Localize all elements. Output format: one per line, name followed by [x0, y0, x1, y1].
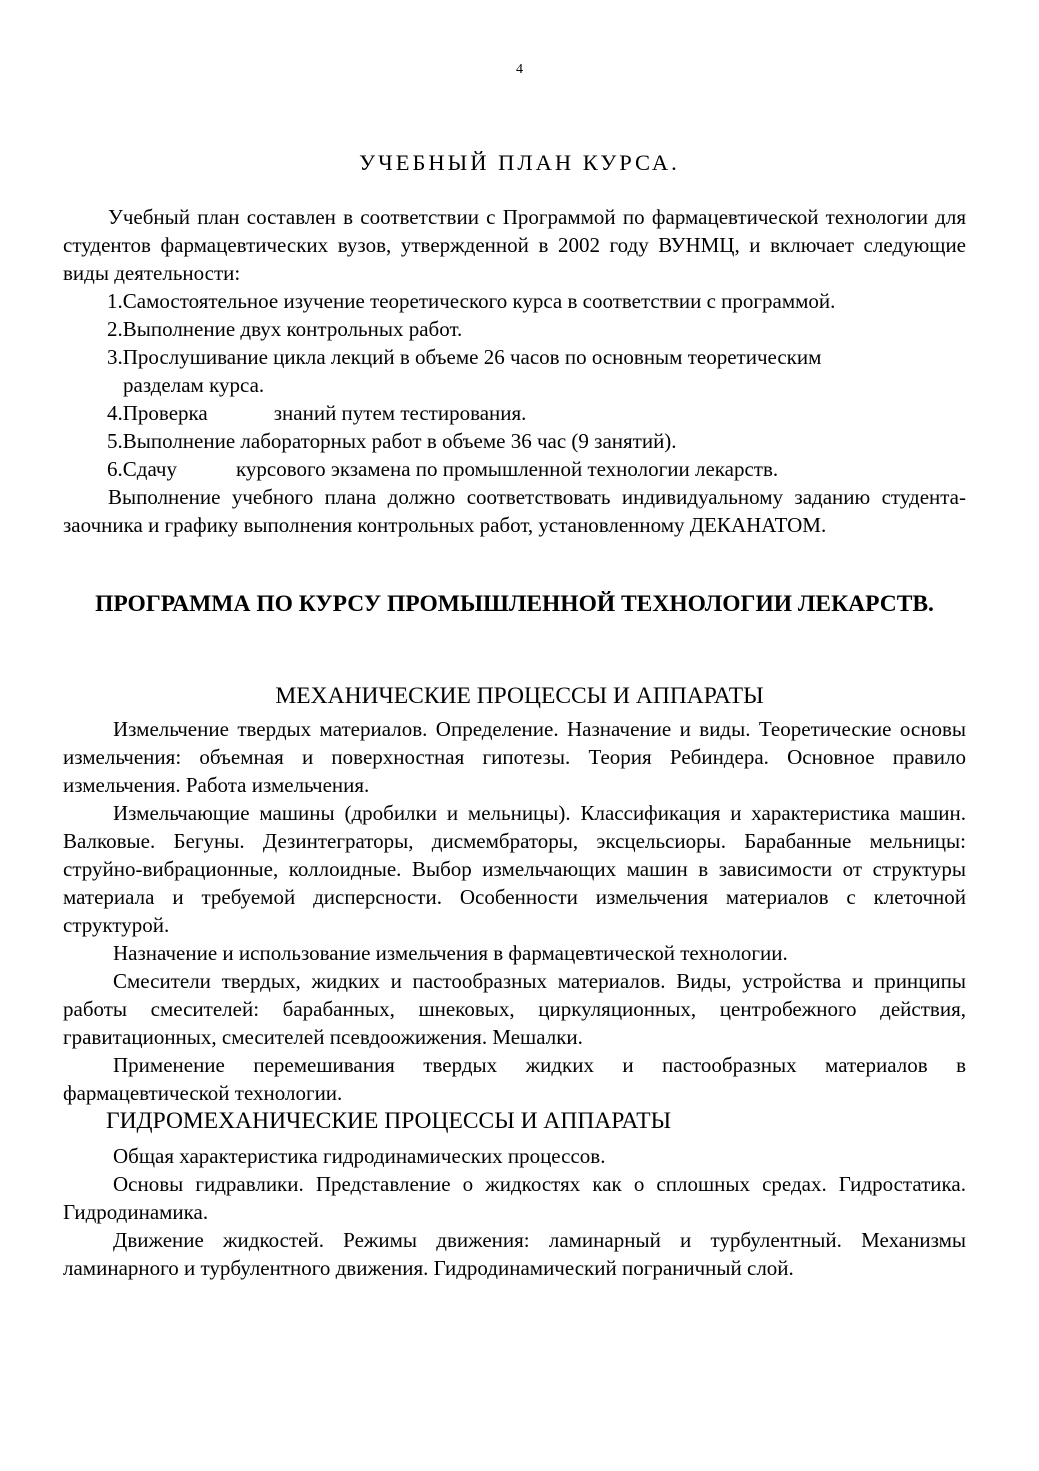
paragraph-mixers: Смесители твердых, жидких и пастообразных материалов. Виды, устройства и принципы работы смесителей: барабанных, шнековых, циркуляционных, центробежного действия, гравитационных, смесителей псевдоожижения. Мешалки. [63, 969, 966, 1049]
paragraph-grinding: Измельчение твердых материалов. Определение. Назначение и виды. Теоретические основы измельчения: объемная и поверхностная гипотезы. Теория Ребиндера. Основное правило измельчения. Работа измельчения. [63, 717, 966, 797]
plan-item-2: 2.Выполнение двух контрольных работ. [107, 317, 463, 341]
section-heading-mechanical: МЕХАНИЧЕСКИЕ ПРОЦЕССЫ И АППАРАТЫ [275, 683, 764, 709]
paragraph-fluid-motion: Движение жидкостей. Режимы движения: ламинарный и турбулентный. Механизмы ламинарного и турбулентного движения. Гидродинамический пограничный слой. [63, 1228, 966, 1280]
study-plan-body [63, 203, 966, 539]
paragraph-grinding-machines: Измельчающие машины (дробилки и мельницы). Классификация и характеристика машин. Валковые. Бегуны. Дезинтеграторы, дисмембраторы, эксцельсиоры. Барабанные мельницы: струйно-вибрационные, коллоидные. Выбор измельчающих машин в зависимости от структуры материала и требуемой дисперсности. Особенности измельчения материалов с клеточной структурой. [63, 801, 966, 937]
section-heading-hydromechanical: ГИДРОМЕХАНИЧЕСКИЕ ПРОЦЕССЫ И АППАРАТЫ [106, 1108, 672, 1134]
paragraph-hydraulics: Основы гидравлики. Представление о жидкостях как о сплошных средах. Гидростатика. Гидродинамика. [63, 1172, 966, 1224]
plan-item-3-continuation: разделам курса. [123, 373, 265, 397]
study-plan-title: УЧЕБНЫЙ ПЛАН КУРСА. [359, 150, 680, 175]
plan-item-4-label: 4.Проверка [107, 401, 208, 425]
plan-item-3: 3.Прослушивание цикла лекций в объеме 26 часов по основным теоретическим [107, 345, 822, 369]
paragraph-mixing-use: Применение перемешивания твердых жидких и пастообразных материалов в фармацевтической технологии. [63, 1053, 966, 1105]
plan-item-4 [63, 399, 966, 427]
study-plan-intro: Учебный план составлен в соответствии с Программой по фармацевтической технологии для студентов фармацевтических вузов, утвержденной в 2002 году ВУНМЦ, и включает следующие виды деятельности: [63, 205, 966, 285]
study-plan-closing: Выполнение учебного плана должно соответствовать индивидуальному заданию студента-заочника и графику выполнения контрольных работ, установленному ДЕКАНАТОМ. [63, 485, 966, 537]
paragraph-grinding-use: Назначение и использование измельчения в фармацевтической технологии. [113, 941, 788, 965]
plan-item-6 [63, 455, 966, 483]
plan-item-4-text: знаний путем тестирования. [273, 401, 527, 425]
plan-item-6-text: курсового экзамена по промышленной технологии лекарств. [235, 457, 779, 481]
program-title: ПРОГРАММА ПО КУРСУ ПРОМЫШЛЕННОЙ ТЕХНОЛОГИИ ЛЕКАРСТВ. [95, 591, 934, 617]
paragraph-hydrodynamics-overview: Общая характеристика гидродинамических процессов. [113, 1144, 606, 1168]
section-hydromechanical-body [63, 1142, 966, 1282]
plan-item-1: 1.Самостоятельное изучение теоретического курса в соответствии с программой. [107, 289, 836, 313]
plan-item-6-label: 6.Сдачу [107, 457, 177, 481]
plan-item-5: 5.Выполнение лабораторных работ в объеме 36 час (9 занятий). [107, 429, 677, 453]
page-number: 4 [516, 62, 523, 77]
section-mechanical-body [63, 715, 966, 1107]
